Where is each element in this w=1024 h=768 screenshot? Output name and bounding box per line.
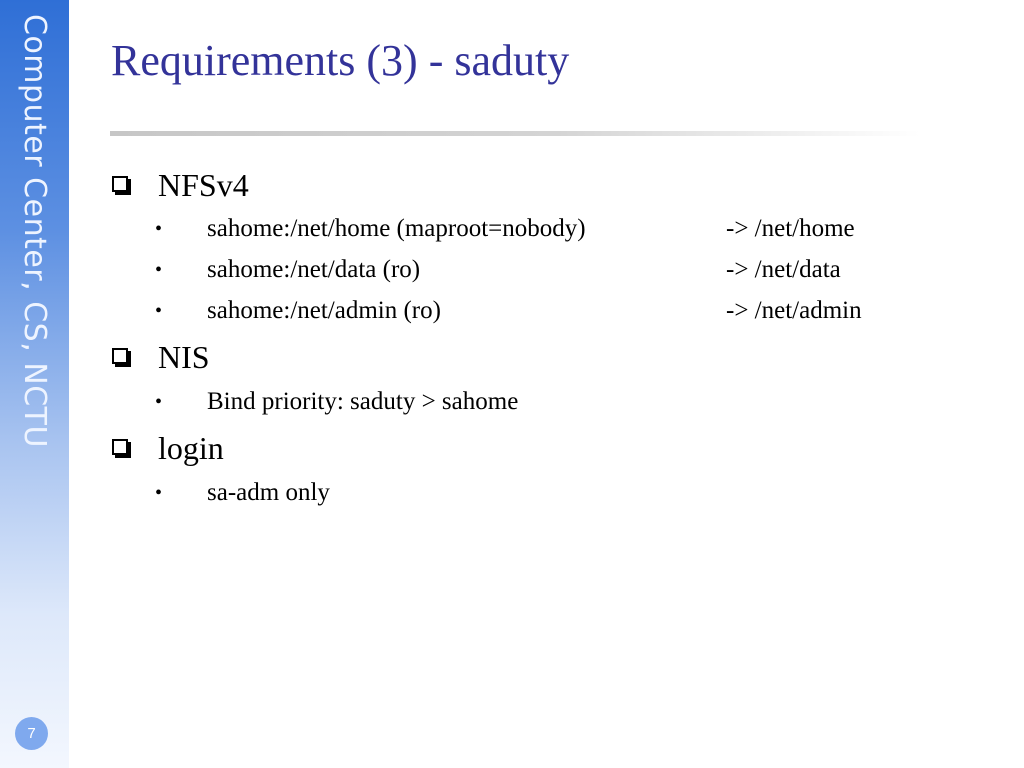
bullet-icon: •	[155, 218, 163, 240]
list-item-text: sahome:/net/home (maproot=nobody)	[207, 215, 586, 242]
list-item-text: sahome:/net/admin (ro)	[207, 297, 441, 324]
bullet-icon: •	[155, 391, 163, 413]
list-item-target: -> /net/data	[726, 256, 841, 283]
section-heading-text: login	[158, 429, 224, 466]
checkbox-bullet-icon	[112, 348, 128, 364]
list-item-target: -> /net/admin	[726, 297, 862, 324]
bullet-icon: •	[155, 482, 163, 504]
section-heading-nis	[112, 337, 210, 377]
checkbox-bullet-icon	[112, 439, 128, 455]
list-item-text: sahome:/net/data (ro)	[207, 256, 421, 283]
page-number-badge: 7	[15, 717, 48, 750]
list-item-text: Bind priority: saduty > sahome	[207, 388, 519, 415]
list-item-text: sa-adm only	[207, 479, 330, 506]
title-divider	[110, 131, 920, 136]
section-heading-text: NIS	[158, 338, 210, 375]
checkbox-bullet-icon	[112, 176, 128, 192]
section-heading-nfsv4	[112, 165, 249, 205]
sidebar	[0, 0, 69, 768]
section-heading-login	[112, 428, 224, 468]
bullet-icon: •	[155, 259, 163, 281]
bullet-icon: •	[155, 300, 163, 322]
list-item-target: -> /net/home	[726, 215, 855, 242]
slide-title: Requirements (3) - saduty	[111, 36, 570, 85]
section-heading-text: NFSv4	[158, 166, 249, 203]
sidebar-label: Computer Center, CS, NCTU	[17, 14, 52, 448]
